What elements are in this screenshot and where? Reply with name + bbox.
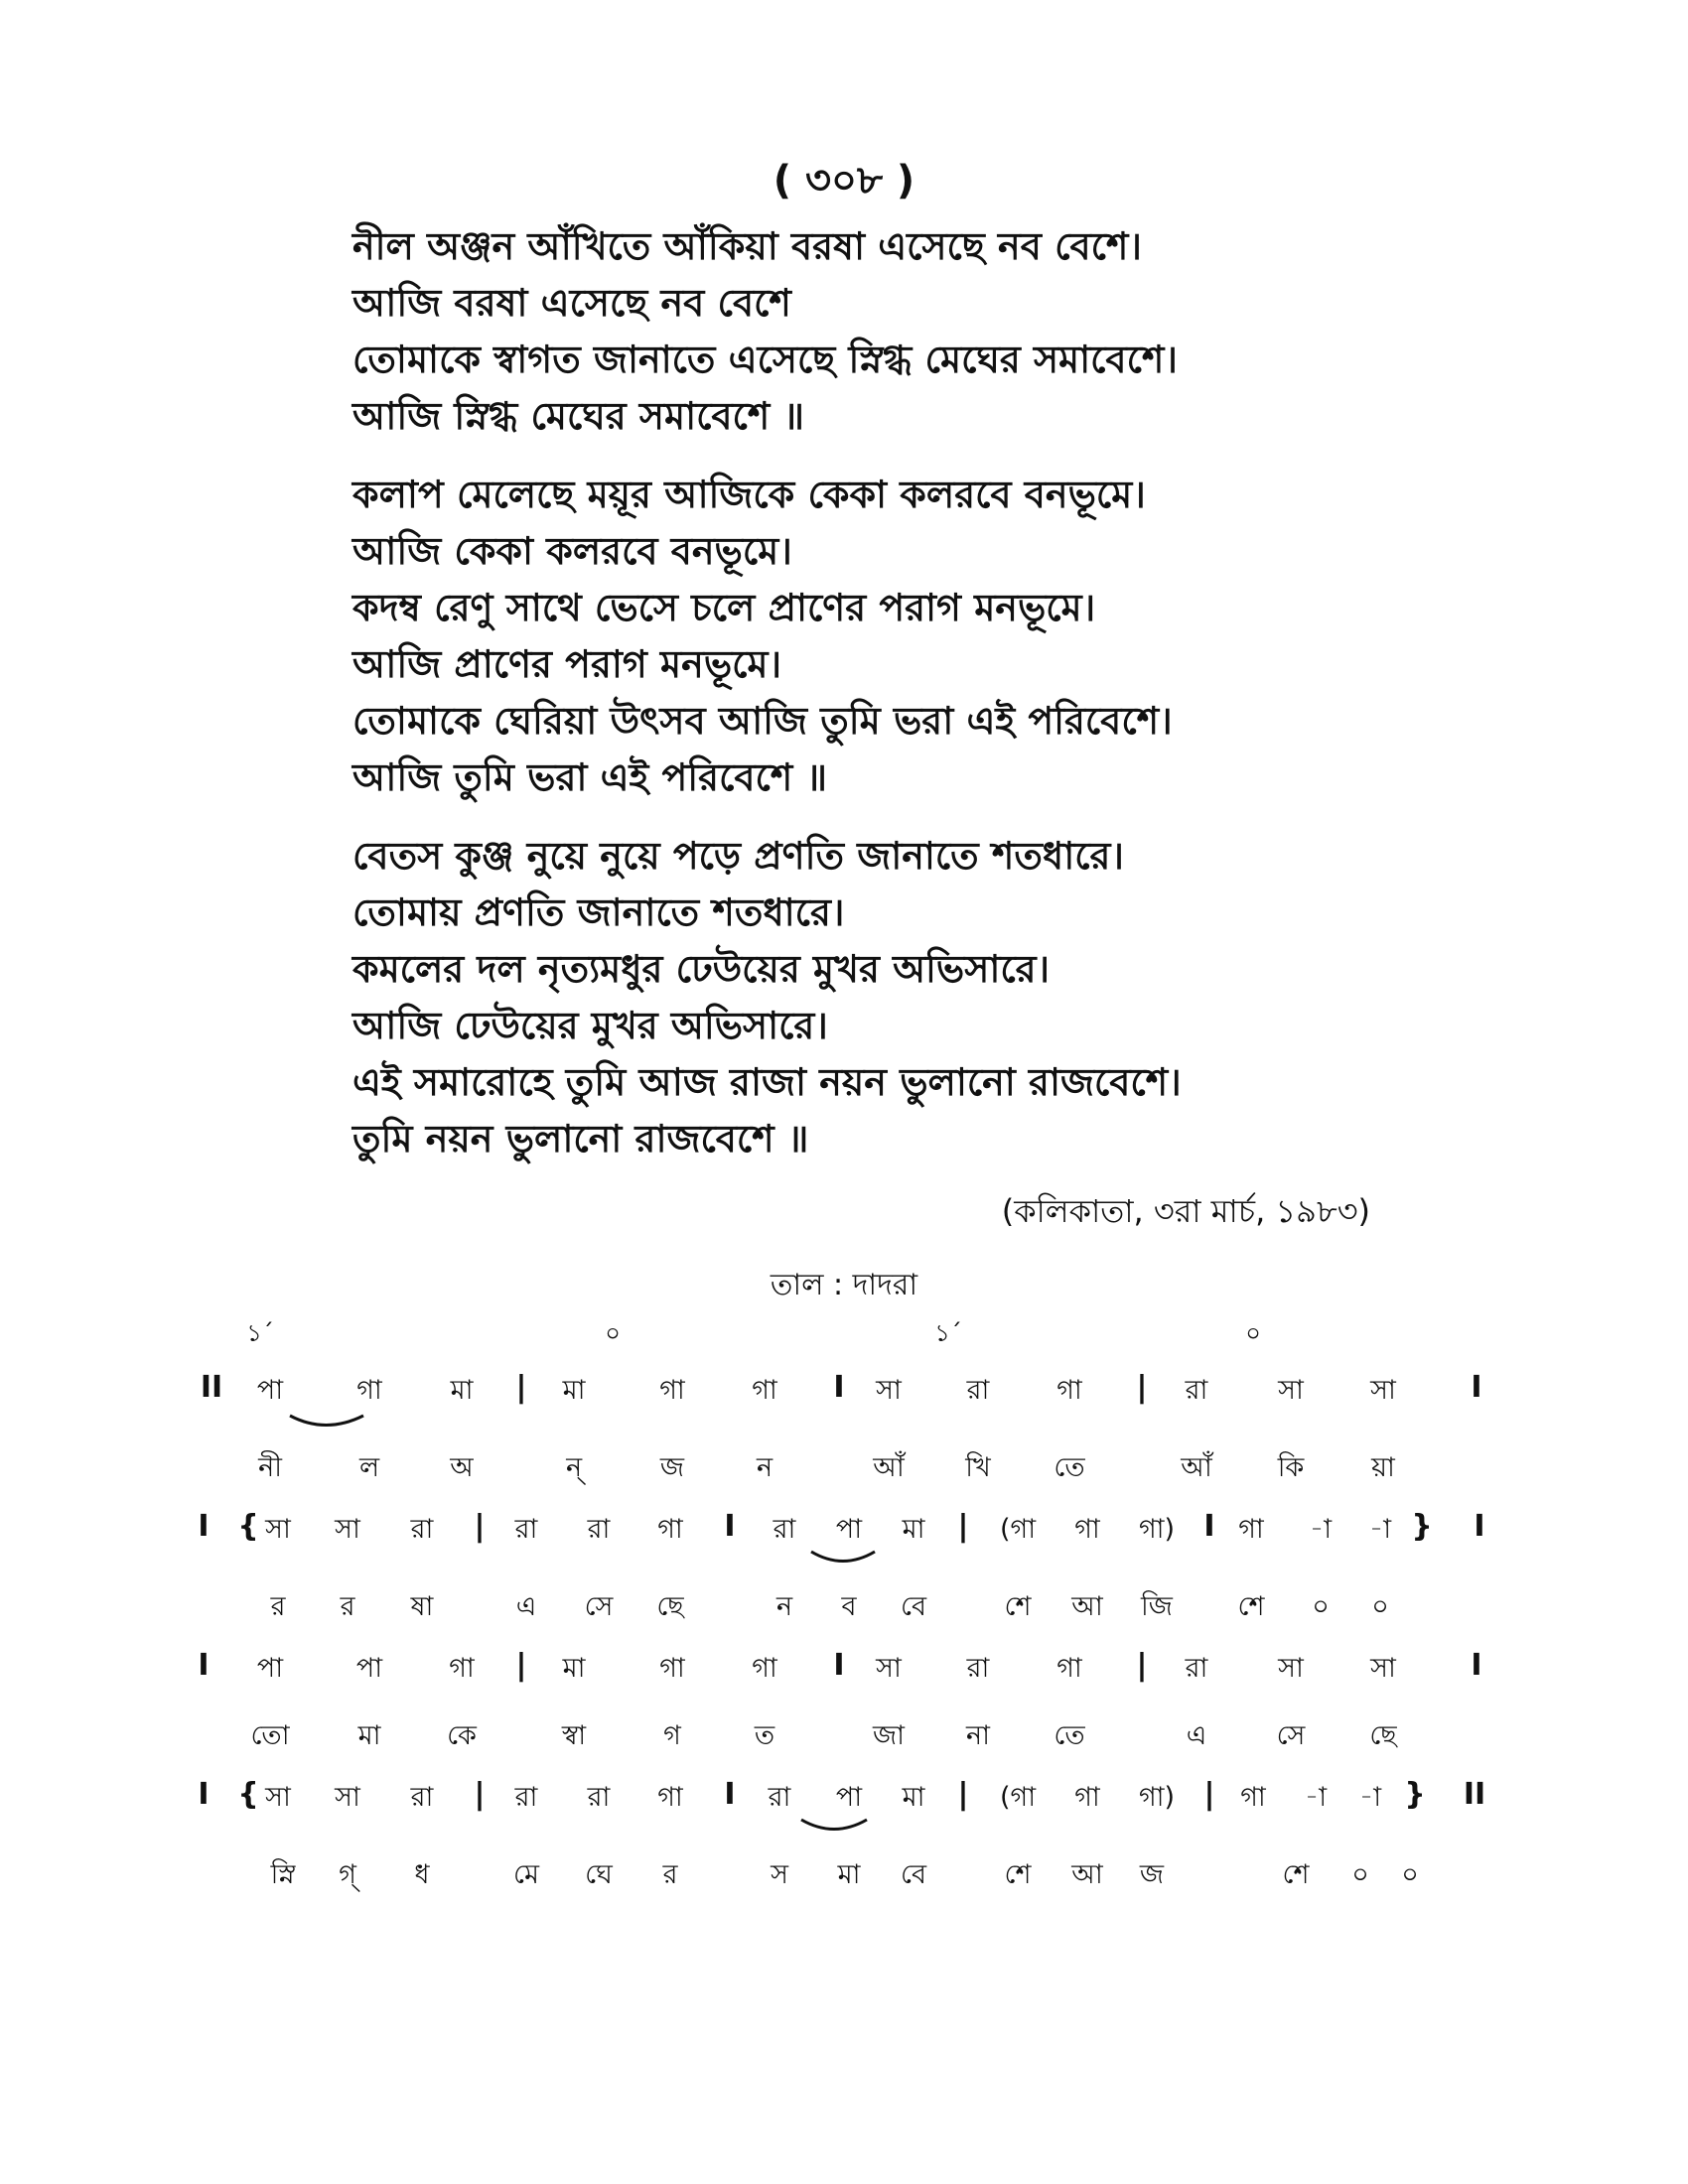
swara-note: (গা: [999, 1782, 1037, 1813]
lyric-syllable: আ: [1071, 1591, 1103, 1622]
lyric-syllable: মা: [837, 1859, 861, 1890]
lyric-line: আজি প্রাণের পরাগ মনভূমে।: [352, 642, 782, 686]
swara-note: পা: [835, 1514, 863, 1545]
swara-note: -া: [1309, 1514, 1333, 1545]
swara-note: রা: [966, 1375, 990, 1406]
lyric-line: বেতস কুঞ্জ নুয়ে নুয়ে পড়ে প্রণতি জানাতে শতধারে।: [352, 834, 1125, 878]
swara-note: পা: [835, 1782, 863, 1813]
swara-note: মা: [902, 1514, 925, 1545]
lyric-syllable: তে: [1054, 1452, 1085, 1483]
lyric-syllable: শে: [1237, 1591, 1265, 1622]
slur-mark: [809, 1549, 879, 1569]
bar-mark: |: [957, 1777, 969, 1812]
swara-note: -া: [1304, 1782, 1328, 1813]
lyric-line: তোমাকে স্বাগত জানাতে এসেছে স্নিগ্ধ মেঘের সমাবেশে।: [352, 338, 1178, 381]
lyric-syllable: ন্: [565, 1452, 583, 1483]
swara-note: রা: [773, 1514, 796, 1545]
lyric-syllable: ০: [1371, 1591, 1389, 1622]
lyric-line: আজি বরষা এসেছে নব বেশে: [352, 281, 791, 325]
swara-note: গা: [1074, 1514, 1100, 1545]
bar-mark: I: [1203, 1509, 1215, 1544]
lyric-syllable: র: [270, 1591, 286, 1622]
bar-mark: I: [198, 1648, 210, 1683]
swara-note: গা): [1138, 1514, 1176, 1545]
lyric-syllable: জা: [873, 1720, 905, 1751]
brace-close: }: [1411, 1509, 1433, 1544]
lyric-syllable: বে: [901, 1591, 926, 1622]
bar-mark: |: [957, 1509, 969, 1544]
lyric-syllable: এ: [1186, 1720, 1207, 1751]
swara-note: সা: [1278, 1653, 1304, 1684]
lyric-syllable: য়া: [1371, 1452, 1395, 1483]
lyric-line: এই সমারোহে তুমি আজ রাজা নয়ন ভুলানো রাজবেশে।: [352, 1060, 1182, 1104]
bar-mark: I: [1471, 1370, 1482, 1405]
swara-note: রা: [587, 1514, 611, 1545]
page-number: ( ৩০৮ ): [773, 158, 915, 204]
swara-note: গা: [659, 1653, 685, 1684]
bar-mark: I: [198, 1777, 210, 1812]
lyric-line: কলাপ মেলেছে ময়ূর আজিকে কেকা কলরবে বনভূমে।: [352, 473, 1146, 516]
swara-note: গা: [1240, 1782, 1266, 1813]
bar-mark: |: [474, 1777, 486, 1812]
beat-mark: ০: [605, 1319, 621, 1347]
lyric-syllable: ল: [358, 1452, 380, 1483]
swara-note: গা: [752, 1653, 777, 1684]
lyric-syllable: ষা: [410, 1591, 434, 1622]
lyric-syllable: বে: [901, 1859, 926, 1890]
swara-note: রা: [410, 1782, 434, 1813]
lyric-syllable: ছে: [656, 1591, 684, 1622]
lyric-syllable: শে: [1282, 1859, 1310, 1890]
bar-mark: |: [474, 1509, 486, 1544]
swara-note: পা: [355, 1653, 383, 1684]
swara-note: সা: [1370, 1653, 1396, 1684]
swara-note: সা: [335, 1782, 360, 1813]
notation-block: [0, 1310, 1688, 1906]
swara-note: সা: [876, 1375, 902, 1406]
bar-mark: I: [833, 1370, 845, 1405]
lyric-syllable: কি: [1277, 1452, 1305, 1483]
lyric-line: আজি ঢেউয়ের মুখর অভিসারে।: [352, 1004, 828, 1047]
lyric-line: কমলের দল নৃত্যমধুর ঢেউয়ের মুখর অভিসারে।: [352, 947, 1051, 991]
lyric-syllable: ছে: [1369, 1720, 1397, 1751]
swara-note: গা: [752, 1375, 777, 1406]
swara-note: রা: [1185, 1653, 1208, 1684]
beat-mark: ১´: [246, 1319, 274, 1347]
bar-mark: |: [1136, 1370, 1148, 1405]
song-lyrics: [352, 218, 1544, 1189]
tala-heading: তাল : দাদরা: [770, 1268, 918, 1302]
lyric-syllable: তো: [250, 1720, 290, 1751]
swara-note: গা: [356, 1375, 382, 1406]
bar-mark: I: [198, 1509, 210, 1544]
lyric-syllable: স্বা: [561, 1720, 587, 1751]
swara-note: মা: [902, 1782, 925, 1813]
lyric-syllable: র: [340, 1591, 355, 1622]
swara-note: পা: [256, 1653, 284, 1684]
lyric-line: তুমি নয়ন ভুলানো রাজবেশে ॥: [352, 1117, 809, 1160]
lyric-syllable: ব: [841, 1591, 857, 1622]
swara-note: গা: [657, 1782, 683, 1813]
bar-mark: II: [1463, 1777, 1486, 1812]
lyric-syllable: গ: [663, 1720, 681, 1751]
lyric-syllable: ধ: [414, 1859, 430, 1890]
bar-mark: |: [1203, 1777, 1215, 1812]
bar-mark: |: [1136, 1648, 1148, 1683]
lyric-syllable: স: [771, 1859, 788, 1890]
swara-note: গা: [1074, 1782, 1100, 1813]
lyric-syllable: ন: [775, 1591, 793, 1622]
swara-note: সা: [265, 1782, 291, 1813]
brace-open: {: [237, 1777, 259, 1812]
bar-mark: I: [1474, 1509, 1485, 1544]
lyric-syllable: জ: [1139, 1859, 1165, 1890]
bar-mark: |: [515, 1370, 527, 1405]
swara-note: গা: [657, 1514, 683, 1545]
lyric-syllable: কে: [447, 1720, 477, 1751]
lyric-syllable: জি: [1141, 1591, 1173, 1622]
brace-open: {: [237, 1509, 259, 1544]
lyric-line: তোমাকে ঘেরিয়া উৎসব আজি তুমি ভরা এই পরিবেশে।: [352, 699, 1173, 743]
swara-note: রা: [1185, 1375, 1208, 1406]
lyric-syllable: গ্: [339, 1859, 356, 1890]
swara-note: রা: [514, 1514, 538, 1545]
lyric-line: আজি কেকা কলরবে বনভূমে।: [352, 529, 792, 573]
lyric-syllable: অ: [450, 1452, 474, 1483]
lyric-syllable: ত: [754, 1720, 775, 1751]
lyric-syllable: এ: [515, 1591, 537, 1622]
swara-note: সা: [1370, 1375, 1396, 1406]
swara-note: গা: [1056, 1375, 1082, 1406]
bar-mark: I: [1471, 1648, 1482, 1683]
swara-note: গা: [1056, 1653, 1082, 1684]
bar-mark: I: [833, 1648, 845, 1683]
lyric-line: কদম্ব রেণু সাথে ভেসে চলে প্রাণের পরাগ মনভূমে।: [352, 586, 1096, 629]
bar-mark: I: [724, 1509, 736, 1544]
swara-note: গা: [659, 1375, 685, 1406]
swara-note: গা: [1238, 1514, 1264, 1545]
swara-note: রা: [587, 1782, 611, 1813]
swara-note: মা: [562, 1375, 586, 1406]
beat-mark: ১´: [934, 1319, 962, 1347]
lyric-syllable: জ: [659, 1452, 685, 1483]
swara-note: রা: [514, 1782, 538, 1813]
swara-note: সা: [1278, 1375, 1304, 1406]
lyric-syllable: ন: [756, 1452, 774, 1483]
stanza-3: [352, 828, 1544, 1167]
lyric-line: আজি স্নিগ্ধ মেঘের সমাবেশে ॥: [352, 394, 805, 438]
lyric-syllable: র: [662, 1859, 678, 1890]
swara-note: রা: [410, 1514, 434, 1545]
slur-mark: [799, 1817, 871, 1837]
swara-note: রা: [966, 1653, 990, 1684]
lyric-syllable: সে: [584, 1591, 614, 1622]
swara-note: গা): [1138, 1782, 1176, 1813]
lyric-syllable: আঁ: [873, 1452, 905, 1483]
brace-close: }: [1404, 1777, 1426, 1812]
lyric-syllable: ০: [1401, 1859, 1419, 1890]
lyric-syllable: ০: [1312, 1591, 1330, 1622]
bar-mark: II: [200, 1370, 223, 1405]
bar-mark: I: [724, 1777, 736, 1812]
lyric-syllable: সে: [1276, 1720, 1306, 1751]
swara-note: সা: [876, 1653, 902, 1684]
lyric-syllable: খি: [965, 1452, 991, 1483]
stanza-1: [352, 218, 1544, 445]
swara-note: সা: [265, 1514, 291, 1545]
swara-note: গা: [449, 1653, 475, 1684]
lyric-line: আজি তুমি ভরা এই পরিবেশে ॥: [352, 755, 827, 799]
lyric-syllable: শে: [1004, 1591, 1032, 1622]
beat-mark: ০: [1245, 1319, 1261, 1347]
swara-note: পা: [256, 1375, 284, 1406]
swara-note: সা: [335, 1514, 360, 1545]
lyric-syllable: আ: [1071, 1859, 1103, 1890]
lyric-syllable: মা: [357, 1720, 381, 1751]
swara-note: রা: [768, 1782, 791, 1813]
lyric-syllable: তে: [1054, 1720, 1085, 1751]
lyric-syllable: ০: [1351, 1859, 1369, 1890]
lyric-syllable: নী: [258, 1452, 282, 1483]
swara-note: মা: [562, 1653, 586, 1684]
lyric-syllable: শে: [1004, 1859, 1032, 1890]
lyric-syllable: ঘে: [585, 1859, 613, 1890]
lyric-syllable: মে: [513, 1859, 539, 1890]
lyric-syllable: আঁ: [1181, 1452, 1212, 1483]
lyric-line: তোমায় প্রণতি জানাতে শতধারে।: [352, 890, 845, 934]
swara-note: (গা: [999, 1514, 1037, 1545]
bar-mark: |: [515, 1648, 527, 1683]
swara-note: -া: [1368, 1514, 1392, 1545]
lyric-line: নীল অঞ্জন আঁখিতে আঁকিয়া বরষা এসেছে নব বেশে।: [352, 224, 1142, 268]
slur-mark: [288, 1413, 367, 1433]
swara-note: মা: [450, 1375, 474, 1406]
lyric-syllable: না: [966, 1720, 990, 1751]
dateline: (কলিকাতা, ৩রা মার্চ, ১৯৮৩): [1001, 1192, 1370, 1230]
stanza-2: [352, 467, 1544, 806]
lyric-syllable: স্নি: [270, 1859, 296, 1890]
swara-note: -া: [1358, 1782, 1382, 1813]
